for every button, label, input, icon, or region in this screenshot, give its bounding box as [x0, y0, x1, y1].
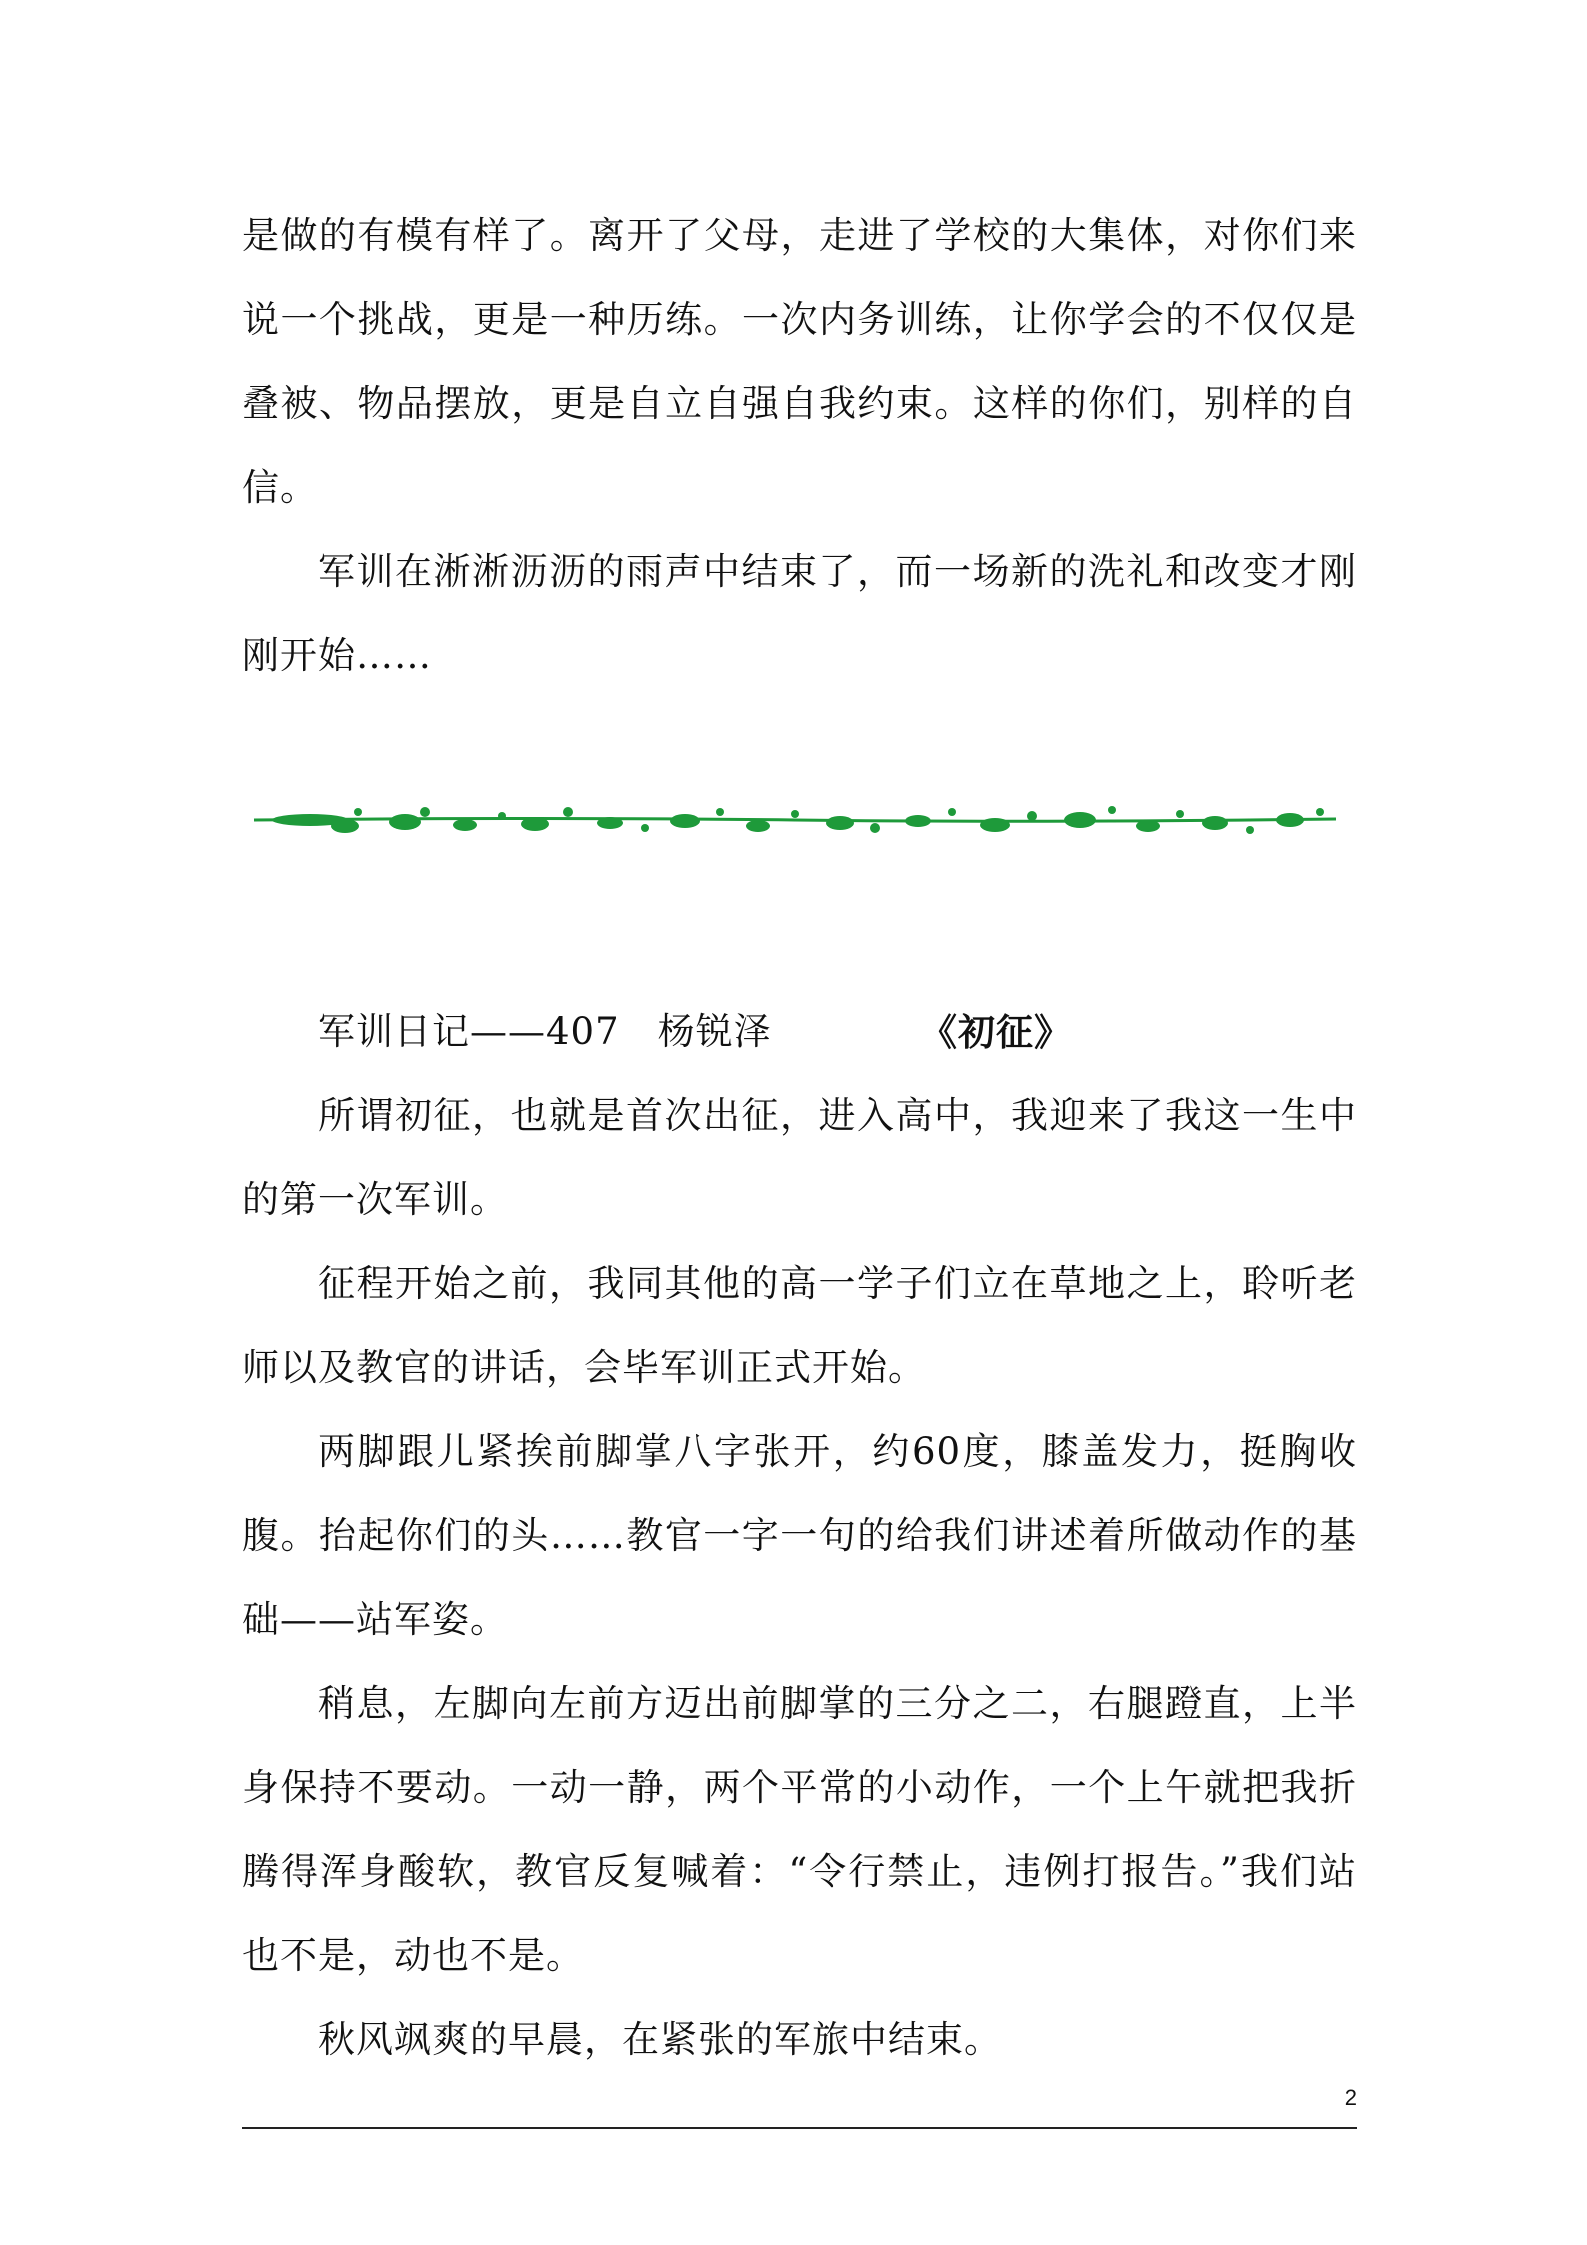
paragraph: 秋风飒爽的早晨，在紧张的军旅中结束。 — [318, 2018, 1002, 2061]
continued-text-section — [242, 194, 1357, 698]
paragraph: 稍息，左脚向左前方迈出前脚掌的三分之二，右腿蹬直，上半身保持不要动。一动一静，两个平常的小动作，一个上午就把我折腾得浑身酸软，教官反复喊着：“令行禁止，违例打报告。”我们站也不是，动也不是。 — [242, 1682, 1357, 1977]
footer-divider — [242, 2127, 1357, 2129]
paragraph: 是做的有模有样了。离开了父母，走进了学校的大集体，对你们来说一个挑战，更是一种历练。一次内务训练，让你学会的不仅仅是叠被、物品摆放，更是自立自强自我约束。这样的你们，别样的自信。 — [242, 214, 1357, 509]
paragraph: 所谓初征，也就是首次出征，进入高中，我迎来了我这一生中的第一次军训。 — [242, 1094, 1357, 1221]
diary-heading — [242, 990, 1357, 1074]
paragraph: 两脚跟儿紧挨前脚掌八字张开，约60度，膝盖发力，挺胸收腹。抬起你们的头……教官一字一句的给我们讲述着所做动作的基础——站军姿。 — [242, 1430, 1357, 1641]
diary-byline: 军训日记——407 杨锐泽 — [318, 1010, 772, 1053]
page-number: 2 — [1344, 2085, 1357, 2110]
diary-title: 《初征》 — [920, 1010, 1072, 1054]
green-vine-divider-icon — [250, 790, 1340, 850]
paragraph: 征程开始之前，我同其他的高一学子们立在草地之上，聆听老师以及教官的讲话，会毕军训正式开始。 — [242, 1262, 1357, 1389]
paragraph: 军训在淅淅沥沥的雨声中结束了，而一场新的洗礼和改变才刚刚开始…… — [242, 550, 1357, 677]
diary-entry-section — [242, 990, 1357, 2082]
